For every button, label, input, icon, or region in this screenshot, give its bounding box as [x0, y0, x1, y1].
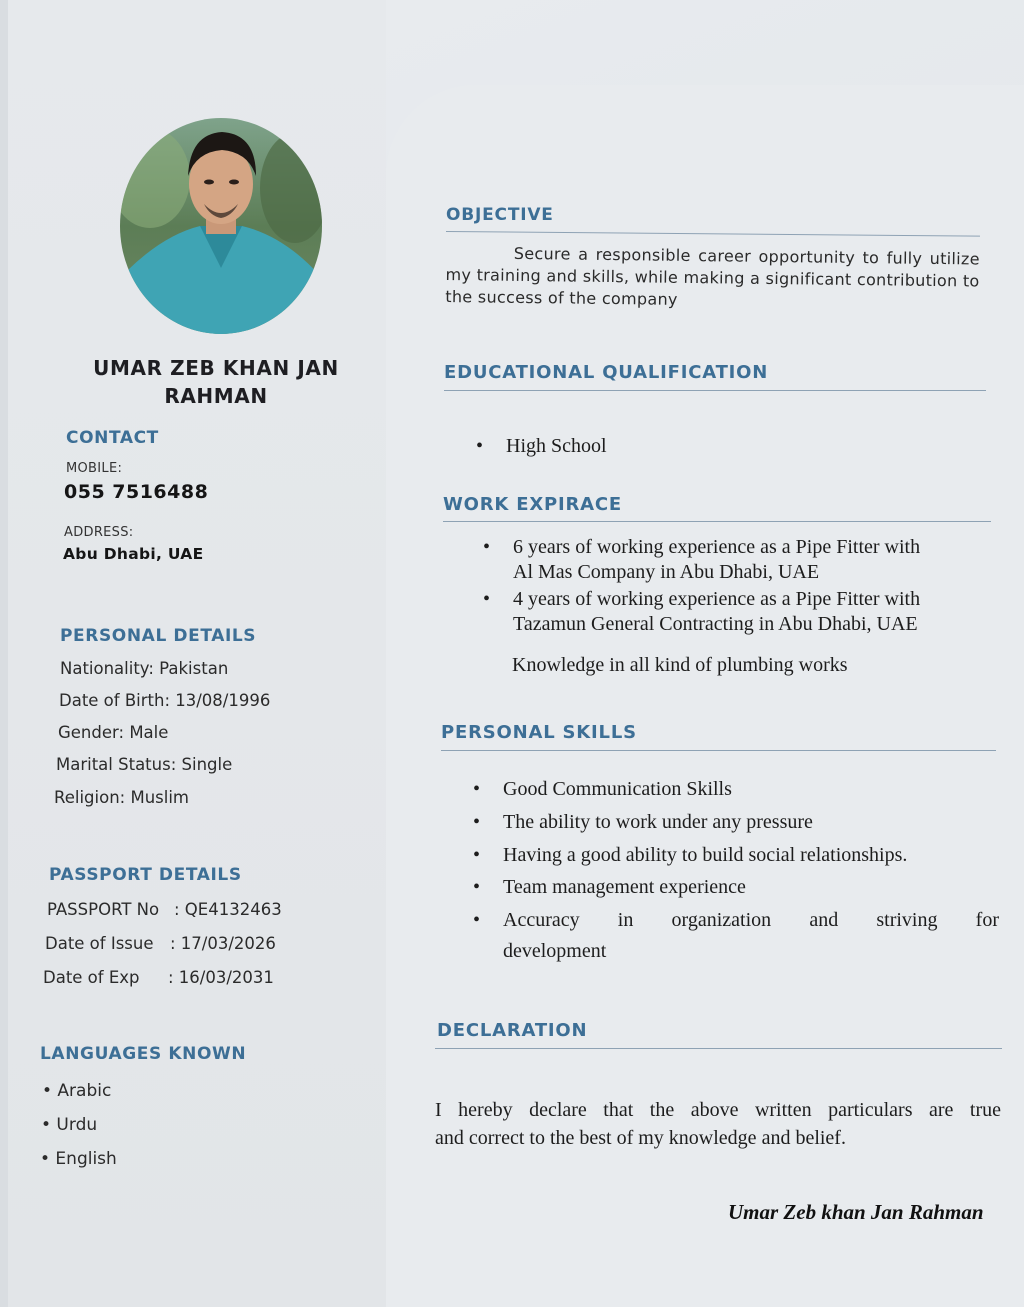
declaration-heading: DECLARATION	[437, 1020, 588, 1041]
skill-item	[473, 777, 732, 802]
passport-heading: PASSPORT DETAILS	[49, 865, 242, 885]
skill-text: Having a good ability to build social relationships.	[503, 844, 908, 866]
skill-line-1	[503, 908, 999, 933]
work-item-line-2: Al Mas Company in Abu Dhabi, UAE	[513, 561, 820, 583]
skill-word: and	[809, 909, 839, 931]
bullet-icon: •	[473, 811, 481, 833]
address-label: ADDRESS:	[64, 525, 134, 540]
nationality: Nationality: Pakistan	[60, 659, 229, 678]
declaration-text	[435, 1098, 1001, 1151]
skill-word: for	[975, 909, 999, 931]
bullet-icon: •	[473, 909, 481, 931]
skill-item	[473, 908, 999, 964]
passport-number-label: PASSPORT No	[47, 900, 160, 919]
work-heading: WORK EXPIRACE	[443, 494, 622, 515]
date-of-issue-label: Date of Issue	[45, 934, 154, 953]
bullet-icon: •	[476, 435, 484, 457]
skill-item	[473, 810, 813, 835]
mobile-value: 055 7516488	[64, 481, 209, 503]
skill-word: in	[617, 909, 634, 931]
name-line-2: RAHMAN	[164, 384, 268, 408]
skill-text: Team management experience	[503, 876, 746, 898]
skills-divider	[441, 750, 996, 751]
candidate-name	[80, 354, 352, 410]
declaration-line-1: I hereby declare that the above written particulars are true	[435, 1099, 1001, 1121]
work-item	[483, 587, 921, 637]
date-of-birth: Date of Birth: 13/08/1996	[59, 691, 271, 710]
education-divider	[444, 390, 986, 391]
profile-photo	[120, 118, 322, 334]
skill-item	[473, 875, 746, 900]
language-arabic: • Arabic	[42, 1081, 112, 1101]
skill-text: The ability to work under any pressure	[503, 811, 813, 833]
date-of-issue-value: : 17/03/2026	[170, 934, 276, 953]
work-note: Knowledge in all kind of plumbing works	[512, 654, 848, 676]
bullet-icon: •	[473, 778, 481, 800]
religion: Religion: Muslim	[54, 788, 189, 807]
work-item	[483, 535, 921, 585]
objective-text: Secure a responsible career opportunity to fully utilize my training and skills, while making a significant contribution to the success of the company	[445, 243, 980, 309]
education-item	[476, 434, 607, 459]
education-heading: EDUCATIONAL QUALIFICATION	[444, 362, 769, 383]
date-of-exp-value: : 16/03/2031	[168, 968, 274, 987]
objective-heading: OBJECTIVE	[446, 205, 554, 225]
bullet-icon: •	[473, 844, 481, 866]
skills-heading: PERSONAL SKILLS	[441, 722, 637, 743]
work-item-line-1: 4 years of working experience as a Pipe Fitter with	[513, 588, 921, 610]
gender: Gender: Male	[58, 723, 169, 742]
declaration-line-2: and correct to the best of my knowledge and belief.	[435, 1127, 846, 1149]
passport-number-value: : QE4132463	[174, 900, 282, 919]
name-line-1: UMAR ZEB KHAN JAN	[93, 356, 339, 380]
skill-word: striving	[876, 909, 938, 931]
marital-status: Marital Status: Single	[56, 755, 233, 774]
education-text: High School	[506, 435, 607, 457]
skill-word: Accuracy	[503, 909, 580, 931]
skill-text: Good Communication Skills	[503, 778, 732, 800]
skill-item	[473, 843, 908, 868]
address-value: Abu Dhabi, UAE	[63, 545, 204, 563]
bullet-icon: •	[473, 876, 481, 898]
skill-line-2: development	[503, 940, 607, 962]
work-item-line-2: Tazamun General Contracting in Abu Dhabi, UAE	[513, 613, 918, 635]
bullet-icon: •	[483, 536, 491, 558]
work-divider	[443, 521, 991, 522]
bullet-icon: •	[483, 588, 491, 610]
work-item-line-1: 6 years of working experience as a Pipe Fitter with	[513, 536, 921, 558]
skill-word: organization	[671, 909, 772, 931]
declaration-divider	[435, 1048, 1002, 1049]
languages-heading: LANGUAGES KNOWN	[40, 1044, 247, 1064]
personal-details-heading: PERSONAL DETAILS	[60, 626, 257, 646]
contact-heading: CONTACT	[66, 428, 159, 448]
language-urdu: • Urdu	[41, 1115, 98, 1135]
mobile-label: MOBILE:	[66, 461, 123, 476]
language-english: • English	[40, 1149, 117, 1169]
signature: Umar Zeb khan Jan Rahman	[728, 1200, 984, 1224]
date-of-exp-label: Date of Exp	[43, 968, 140, 987]
